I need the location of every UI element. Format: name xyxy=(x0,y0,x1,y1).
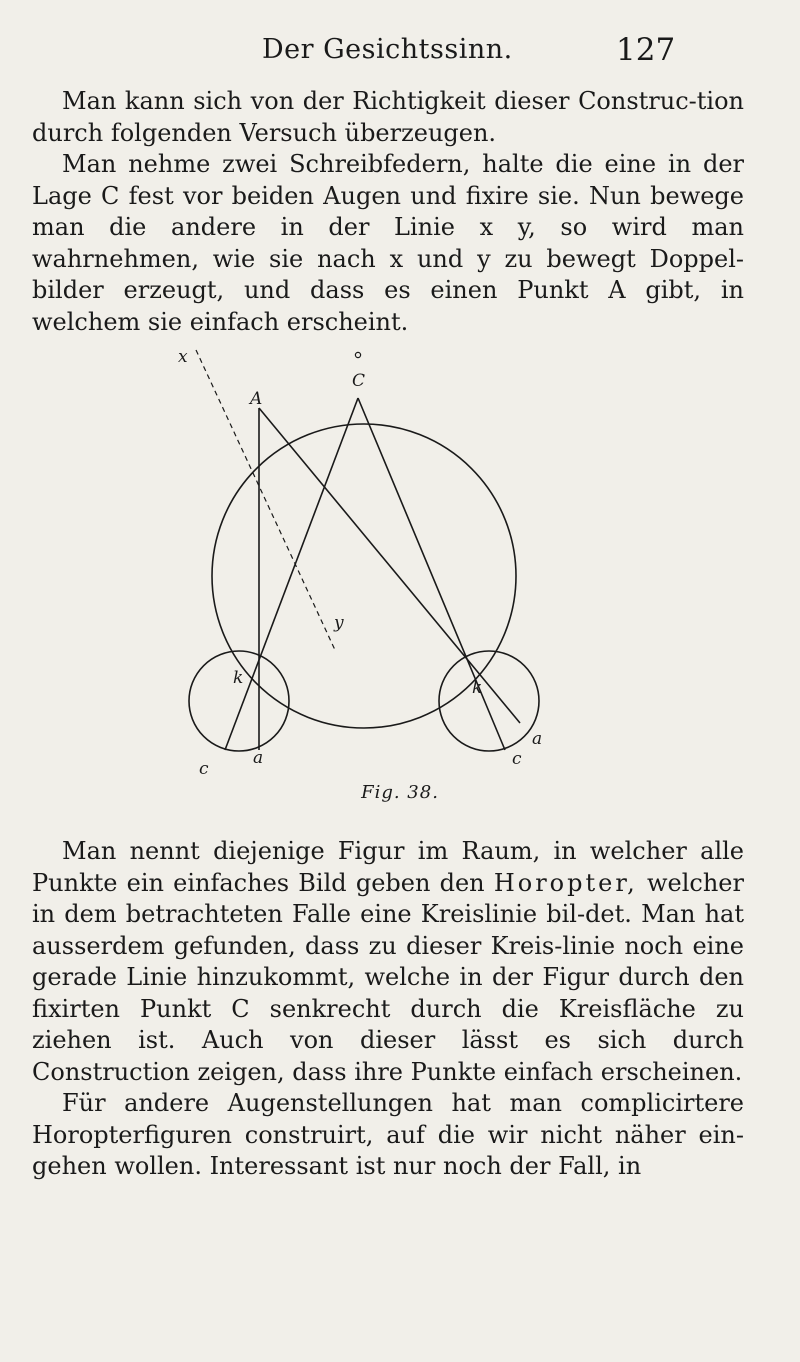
label-c-left: c xyxy=(199,759,209,779)
label-x: x xyxy=(178,347,188,367)
paragraph: Für andere Augenstellungen hat man complicirtere Horopterfiguren construirt, auf die wir nicht näher ein-gehen wollen. Interessant ist nur noch der Fall, in xyxy=(32,1089,744,1180)
paragraph: Man nehme zwei Schreibfedern, halte die eine in der Lage C fest vor beiden Augen und fixire sie. Nun bewege man die andere in der Linie x y, so wird man wahrnehmen, wie sie nach x und y zu bewegt Doppel-bilder erzeugt, und dass es einen Punkt A gibt, in welchem sie einfach erscheint. xyxy=(32,150,744,336)
xy-line xyxy=(196,350,335,650)
crossing-line-a-left xyxy=(259,408,520,723)
label-c-right: c xyxy=(512,749,522,769)
label-a-right: a xyxy=(532,729,543,749)
paragraph: Man kann sich von der Richtigkeit dieser Construc-tion durch folgenden Versuch überzeugen. xyxy=(32,87,744,147)
page-header xyxy=(0,28,800,78)
visual-line-right xyxy=(358,398,505,750)
horopter-circle xyxy=(212,424,516,728)
right-eye-circle xyxy=(439,651,539,751)
figure-38 xyxy=(0,338,800,798)
horopter-term: Horopter, xyxy=(493,868,638,897)
figure-caption: Fig. 38. xyxy=(361,782,439,803)
label-A: A xyxy=(250,389,263,409)
label-k-left: k xyxy=(233,668,244,688)
paragraph-text: welcher in dem betrachteten Falle eine Kreislinie bil-det. Man hat ausserdem gefunden, dass zu dieser Kreis-linie noch eine gerade Linie hinzukommt, welche in der Figur durch den fixirten Punkt C senkrecht durch die Kreisfläche zu ziehen ist. Auch von dieser lässt es sich durch Construction zeigen, dass ihre Punkte einfach erscheinen. xyxy=(32,868,744,1086)
label-C: C xyxy=(352,371,366,391)
left-eye-circle xyxy=(189,651,289,751)
text-block-bottom xyxy=(32,836,744,1183)
paragraph-text: Man nennt diejenige Figur im Raum, in welcher alle Punkte ein einfaches Bild geben den xyxy=(32,837,744,897)
label-a-left: a xyxy=(253,748,264,768)
running-title: Der Gesichtssinn. xyxy=(262,34,513,65)
horopter-diagram xyxy=(0,338,800,798)
visual-line-left xyxy=(225,398,358,750)
text-block-top xyxy=(32,86,744,338)
label-y: y xyxy=(334,613,344,633)
page-number: 127 xyxy=(616,32,676,68)
label-k-right: k xyxy=(472,678,483,698)
paragraph xyxy=(32,836,744,1088)
small-dot xyxy=(355,352,360,357)
